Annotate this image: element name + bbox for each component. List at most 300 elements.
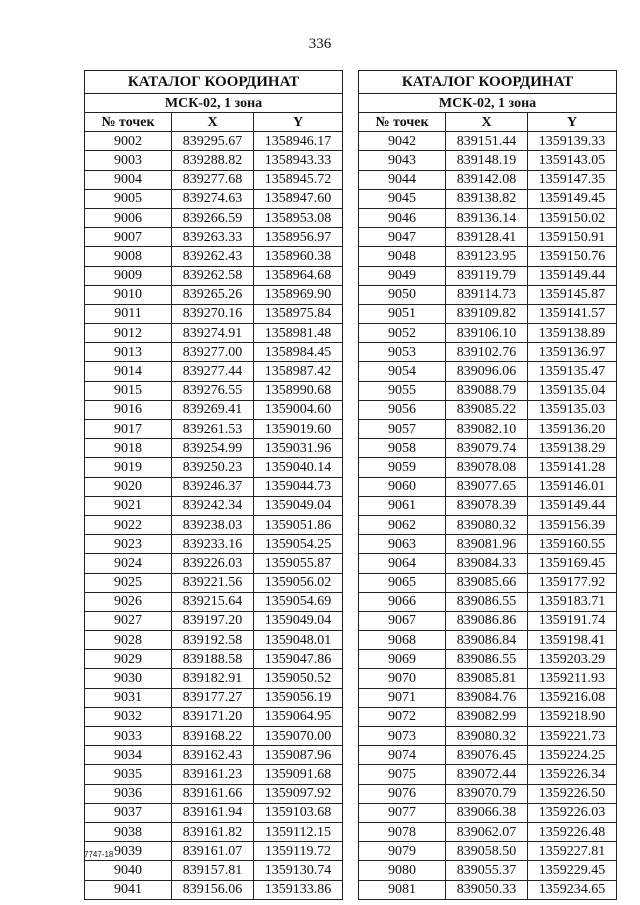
x-coordinate-cell: 839086.55	[446, 650, 528, 669]
y-coordinate-cell: 1359136.97	[528, 343, 617, 362]
point-number-cell: 9081	[359, 880, 446, 899]
x-coordinate-cell: 839197.20	[172, 611, 254, 630]
y-coordinate-cell: 1359191.74	[528, 611, 617, 630]
x-coordinate-cell: 839128.41	[446, 228, 528, 247]
table-row	[85, 746, 343, 765]
x-coordinate-cell: 839266.59	[172, 208, 254, 227]
point-number-cell: 9002	[85, 132, 172, 151]
y-coordinate-cell: 1359049.04	[254, 611, 343, 630]
x-coordinate-cell: 839076.45	[446, 746, 528, 765]
table-row	[359, 592, 617, 611]
table-row	[359, 151, 617, 170]
x-coordinate-cell: 839161.66	[172, 784, 254, 803]
point-number-cell: 9023	[85, 535, 172, 554]
x-coordinate-cell: 839161.82	[172, 822, 254, 841]
y-coordinate-cell: 1359141.57	[528, 304, 617, 323]
table-row	[359, 746, 617, 765]
coordinate-table-left	[84, 70, 343, 900]
point-number-cell: 9029	[85, 650, 172, 669]
y-coordinate-cell: 1359091.68	[254, 765, 343, 784]
y-coordinate-cell: 1359146.01	[528, 477, 617, 496]
y-coordinate-cell: 1359143.05	[528, 151, 617, 170]
x-coordinate-cell: 839295.67	[172, 132, 254, 151]
point-number-cell: 9017	[85, 420, 172, 439]
table-row	[85, 669, 343, 688]
point-number-cell: 9032	[85, 707, 172, 726]
point-number-cell: 9076	[359, 784, 446, 803]
document-code: 7747-18	[84, 850, 114, 859]
x-coordinate-cell: 839086.86	[446, 611, 528, 630]
y-coordinate-cell: 1359119.72	[254, 842, 343, 861]
point-number-cell: 9018	[85, 439, 172, 458]
table-row	[85, 400, 343, 419]
table-row	[359, 304, 617, 323]
point-number-cell: 9044	[359, 170, 446, 189]
table-row	[85, 861, 343, 880]
table-row	[85, 707, 343, 726]
x-coordinate-cell: 839238.03	[172, 515, 254, 534]
point-number-cell: 9039	[85, 842, 172, 861]
point-number-cell: 9051	[359, 304, 446, 323]
x-coordinate-cell: 839277.00	[172, 343, 254, 362]
y-coordinate-cell: 1359226.34	[528, 765, 617, 784]
point-number-cell: 9046	[359, 208, 446, 227]
table-title: КАТАЛОГ КООРДИНАТ	[359, 71, 617, 94]
y-coordinate-cell: 1359136.20	[528, 420, 617, 439]
x-coordinate-cell: 839263.33	[172, 228, 254, 247]
x-coordinate-cell: 839084.76	[446, 688, 528, 707]
point-number-cell: 9034	[85, 746, 172, 765]
y-coordinate-cell: 1359226.48	[528, 822, 617, 841]
point-number-cell: 9007	[85, 228, 172, 247]
x-coordinate-cell: 839138.82	[446, 189, 528, 208]
y-coordinate-cell: 1359056.19	[254, 688, 343, 707]
point-number-cell: 9020	[85, 477, 172, 496]
point-number-cell: 9043	[359, 151, 446, 170]
x-coordinate-cell: 839080.32	[446, 515, 528, 534]
point-number-cell: 9033	[85, 727, 172, 746]
y-coordinate-cell: 1359234.65	[528, 880, 617, 899]
x-coordinate-cell: 839171.20	[172, 707, 254, 726]
table-row	[85, 170, 343, 189]
x-coordinate-cell: 839078.39	[446, 496, 528, 515]
y-coordinate-cell: 1358981.48	[254, 324, 343, 343]
table-row	[359, 170, 617, 189]
point-number-cell: 9013	[85, 343, 172, 362]
x-coordinate-cell: 839277.44	[172, 362, 254, 381]
y-coordinate-cell: 1359149.44	[528, 266, 617, 285]
y-coordinate-cell: 1359049.04	[254, 496, 343, 515]
table-row	[359, 381, 617, 400]
y-coordinate-cell: 1359135.47	[528, 362, 617, 381]
x-coordinate-cell: 839114.73	[446, 285, 528, 304]
table-row	[359, 247, 617, 266]
x-coordinate-cell: 839274.91	[172, 324, 254, 343]
point-number-cell: 9056	[359, 400, 446, 419]
x-coordinate-cell: 839157.81	[172, 861, 254, 880]
y-coordinate-cell: 1359056.02	[254, 573, 343, 592]
y-coordinate-cell: 1359216.08	[528, 688, 617, 707]
y-coordinate-cell: 1359048.01	[254, 631, 343, 650]
y-coordinate-cell: 1359226.50	[528, 784, 617, 803]
x-coordinate-cell: 839277.68	[172, 170, 254, 189]
x-coordinate-cell: 839086.55	[446, 592, 528, 611]
x-coordinate-cell: 839142.08	[446, 170, 528, 189]
table-row	[359, 477, 617, 496]
x-coordinate-cell: 839233.16	[172, 535, 254, 554]
point-number-cell: 9027	[85, 611, 172, 630]
table-row	[359, 880, 617, 899]
x-coordinate-cell: 839156.06	[172, 880, 254, 899]
x-coordinate-cell: 839242.34	[172, 496, 254, 515]
table-row	[85, 842, 343, 861]
x-coordinate-cell: 839070.79	[446, 784, 528, 803]
y-coordinate-cell: 1359130.74	[254, 861, 343, 880]
x-coordinate-cell: 839079.74	[446, 439, 528, 458]
column-header-point: № точек	[85, 113, 172, 132]
table-row	[85, 765, 343, 784]
page-number: 336	[308, 36, 332, 52]
x-coordinate-cell: 839226.03	[172, 554, 254, 573]
x-coordinate-cell: 839188.58	[172, 650, 254, 669]
y-coordinate-cell: 1359050.52	[254, 669, 343, 688]
point-number-cell: 9038	[85, 822, 172, 841]
y-coordinate-cell: 1359138.29	[528, 439, 617, 458]
table-row	[359, 765, 617, 784]
x-coordinate-cell: 839058.50	[446, 842, 528, 861]
table-row	[359, 324, 617, 343]
x-coordinate-cell: 839085.81	[446, 669, 528, 688]
y-coordinate-cell: 1359177.92	[528, 573, 617, 592]
y-coordinate-cell: 1359054.25	[254, 535, 343, 554]
table-row	[359, 420, 617, 439]
table-subtitle: МСК-02, 1 зона	[359, 94, 617, 113]
y-coordinate-cell: 1359150.76	[528, 247, 617, 266]
point-number-cell: 9069	[359, 650, 446, 669]
x-coordinate-cell: 839109.82	[446, 304, 528, 323]
x-coordinate-cell: 839265.26	[172, 285, 254, 304]
table-row	[359, 822, 617, 841]
point-number-cell: 9052	[359, 324, 446, 343]
x-coordinate-cell: 839096.06	[446, 362, 528, 381]
table-body	[359, 132, 617, 900]
table-row	[85, 439, 343, 458]
table-row	[359, 631, 617, 650]
point-number-cell: 9050	[359, 285, 446, 304]
x-coordinate-cell: 839148.19	[446, 151, 528, 170]
x-coordinate-cell: 839151.44	[446, 132, 528, 151]
y-coordinate-cell: 1359097.92	[254, 784, 343, 803]
table-row	[85, 592, 343, 611]
x-coordinate-cell: 839102.76	[446, 343, 528, 362]
x-coordinate-cell: 839270.16	[172, 304, 254, 323]
x-coordinate-cell: 839250.23	[172, 458, 254, 477]
point-number-cell: 9068	[359, 631, 446, 650]
point-number-cell: 9053	[359, 343, 446, 362]
point-number-cell: 9004	[85, 170, 172, 189]
point-number-cell: 9058	[359, 439, 446, 458]
y-coordinate-cell: 1359135.04	[528, 381, 617, 400]
y-coordinate-cell: 1359145.87	[528, 285, 617, 304]
point-number-cell: 9078	[359, 822, 446, 841]
y-coordinate-cell: 1359019.60	[254, 420, 343, 439]
point-number-cell: 9035	[85, 765, 172, 784]
point-number-cell: 9016	[85, 400, 172, 419]
point-number-cell: 9070	[359, 669, 446, 688]
table-row	[85, 611, 343, 630]
y-coordinate-cell: 1359103.68	[254, 803, 343, 822]
y-coordinate-cell: 1358987.42	[254, 362, 343, 381]
x-coordinate-cell: 839119.79	[446, 266, 528, 285]
y-coordinate-cell: 1359031.96	[254, 439, 343, 458]
y-coordinate-cell: 1359087.96	[254, 746, 343, 765]
point-number-cell: 9062	[359, 515, 446, 534]
x-coordinate-cell: 839066.38	[446, 803, 528, 822]
x-coordinate-cell: 839136.14	[446, 208, 528, 227]
table-row	[359, 784, 617, 803]
x-coordinate-cell: 839082.99	[446, 707, 528, 726]
point-number-cell: 9021	[85, 496, 172, 515]
point-number-cell: 9048	[359, 247, 446, 266]
y-coordinate-cell: 1358946.17	[254, 132, 343, 151]
x-coordinate-cell: 839123.95	[446, 247, 528, 266]
x-coordinate-cell: 839288.82	[172, 151, 254, 170]
y-coordinate-cell: 1359218.90	[528, 707, 617, 726]
point-number-cell: 9037	[85, 803, 172, 822]
y-coordinate-cell: 1359133.86	[254, 880, 343, 899]
point-number-cell: 9036	[85, 784, 172, 803]
x-coordinate-cell: 839086.84	[446, 631, 528, 650]
x-coordinate-cell: 839162.43	[172, 746, 254, 765]
point-number-cell: 9071	[359, 688, 446, 707]
table-row	[85, 420, 343, 439]
y-coordinate-cell: 1359139.33	[528, 132, 617, 151]
point-number-cell: 9073	[359, 727, 446, 746]
point-number-cell: 9057	[359, 420, 446, 439]
point-number-cell: 9055	[359, 381, 446, 400]
table-row	[85, 324, 343, 343]
y-coordinate-cell: 1359051.86	[254, 515, 343, 534]
table-row	[359, 515, 617, 534]
table-row	[85, 784, 343, 803]
table-row	[85, 727, 343, 746]
table-row	[85, 880, 343, 899]
y-coordinate-cell: 1358956.97	[254, 228, 343, 247]
table-row	[359, 861, 617, 880]
table-row	[359, 688, 617, 707]
x-coordinate-cell: 839182.91	[172, 669, 254, 688]
point-number-cell: 9054	[359, 362, 446, 381]
x-coordinate-cell: 839081.96	[446, 535, 528, 554]
x-coordinate-cell: 839088.79	[446, 381, 528, 400]
table-row	[359, 458, 617, 477]
table-row	[359, 400, 617, 419]
x-coordinate-cell: 839262.58	[172, 266, 254, 285]
table-row	[85, 650, 343, 669]
table-row	[359, 573, 617, 592]
y-coordinate-cell: 1359198.41	[528, 631, 617, 650]
point-number-cell: 9011	[85, 304, 172, 323]
x-coordinate-cell: 839082.10	[446, 420, 528, 439]
y-coordinate-cell: 1359149.44	[528, 496, 617, 515]
point-number-cell: 9041	[85, 880, 172, 899]
y-coordinate-cell: 1359055.87	[254, 554, 343, 573]
table-row	[85, 151, 343, 170]
y-coordinate-cell: 1359004.60	[254, 400, 343, 419]
x-coordinate-cell: 839085.22	[446, 400, 528, 419]
table-row	[85, 803, 343, 822]
column-header-x: X	[446, 113, 528, 132]
y-coordinate-cell: 1358945.72	[254, 170, 343, 189]
point-number-cell: 9072	[359, 707, 446, 726]
point-number-cell: 9030	[85, 669, 172, 688]
table-row	[85, 362, 343, 381]
point-number-cell: 9022	[85, 515, 172, 534]
table-row	[85, 496, 343, 515]
point-number-cell: 9067	[359, 611, 446, 630]
x-coordinate-cell: 839177.27	[172, 688, 254, 707]
table-row	[359, 727, 617, 746]
table-row	[85, 381, 343, 400]
y-coordinate-cell: 1359112.15	[254, 822, 343, 841]
y-coordinate-cell: 1359054.69	[254, 592, 343, 611]
table-row	[359, 362, 617, 381]
x-coordinate-cell: 839254.99	[172, 439, 254, 458]
table-row	[359, 611, 617, 630]
x-coordinate-cell: 839269.41	[172, 400, 254, 419]
x-coordinate-cell: 839246.37	[172, 477, 254, 496]
table-row	[359, 132, 617, 151]
y-coordinate-cell: 1359203.29	[528, 650, 617, 669]
point-number-cell: 9047	[359, 228, 446, 247]
table-row	[85, 554, 343, 573]
x-coordinate-cell: 839168.22	[172, 727, 254, 746]
x-coordinate-cell: 839085.66	[446, 573, 528, 592]
table-title: КАТАЛОГ КООРДИНАТ	[85, 71, 343, 94]
point-number-cell: 9049	[359, 266, 446, 285]
point-number-cell: 9028	[85, 631, 172, 650]
x-coordinate-cell: 839215.64	[172, 592, 254, 611]
table-row	[85, 247, 343, 266]
y-coordinate-cell: 1358984.45	[254, 343, 343, 362]
column-header-y: Y	[254, 113, 343, 132]
y-coordinate-cell: 1358975.84	[254, 304, 343, 323]
y-coordinate-cell: 1358947.60	[254, 189, 343, 208]
x-coordinate-cell: 839050.33	[446, 880, 528, 899]
table-row	[359, 343, 617, 362]
y-coordinate-cell: 1358969.90	[254, 285, 343, 304]
y-coordinate-cell: 1359224.25	[528, 746, 617, 765]
point-number-cell: 9066	[359, 592, 446, 611]
column-header-x: X	[172, 113, 254, 132]
table-row	[85, 573, 343, 592]
table-row	[359, 669, 617, 688]
point-number-cell: 9064	[359, 554, 446, 573]
y-coordinate-cell: 1359211.93	[528, 669, 617, 688]
table-row	[359, 707, 617, 726]
x-coordinate-cell: 839077.65	[446, 477, 528, 496]
point-number-cell: 9024	[85, 554, 172, 573]
x-coordinate-cell: 839084.33	[446, 554, 528, 573]
table-row	[85, 688, 343, 707]
table-row	[359, 189, 617, 208]
table-row	[359, 554, 617, 573]
table-row	[359, 496, 617, 515]
point-number-cell: 9075	[359, 765, 446, 784]
y-coordinate-cell: 1358960.38	[254, 247, 343, 266]
table-row	[85, 458, 343, 477]
point-number-cell: 9040	[85, 861, 172, 880]
table-row	[85, 515, 343, 534]
x-coordinate-cell: 839055.37	[446, 861, 528, 880]
point-number-cell: 9063	[359, 535, 446, 554]
point-number-cell: 9006	[85, 208, 172, 227]
point-number-cell: 9025	[85, 573, 172, 592]
y-coordinate-cell: 1358943.33	[254, 151, 343, 170]
y-coordinate-cell: 1359226.03	[528, 803, 617, 822]
point-number-cell: 9079	[359, 842, 446, 861]
y-coordinate-cell: 1359221.73	[528, 727, 617, 746]
table-row	[359, 803, 617, 822]
table-row	[359, 439, 617, 458]
table-row	[85, 266, 343, 285]
table-row	[359, 208, 617, 227]
x-coordinate-cell: 839106.10	[446, 324, 528, 343]
point-number-cell: 9077	[359, 803, 446, 822]
point-number-cell: 9042	[359, 132, 446, 151]
table-row	[85, 535, 343, 554]
x-coordinate-cell: 839261.53	[172, 420, 254, 439]
table-row	[359, 228, 617, 247]
table-row	[85, 208, 343, 227]
table-row	[85, 477, 343, 496]
x-coordinate-cell: 839080.32	[446, 727, 528, 746]
y-coordinate-cell: 1359169.45	[528, 554, 617, 573]
table-row	[85, 132, 343, 151]
coordinate-table-right	[358, 70, 617, 900]
point-number-cell: 9045	[359, 189, 446, 208]
table-body	[85, 132, 343, 900]
table-row	[85, 189, 343, 208]
y-coordinate-cell: 1359141.28	[528, 458, 617, 477]
point-number-cell: 9015	[85, 381, 172, 400]
x-coordinate-cell: 839221.56	[172, 573, 254, 592]
y-coordinate-cell: 1359150.91	[528, 228, 617, 247]
point-number-cell: 9012	[85, 324, 172, 343]
point-number-cell: 9005	[85, 189, 172, 208]
x-coordinate-cell: 839078.08	[446, 458, 528, 477]
point-number-cell: 9060	[359, 477, 446, 496]
x-coordinate-cell: 839161.07	[172, 842, 254, 861]
table-row	[359, 650, 617, 669]
table-row	[85, 304, 343, 323]
point-number-cell: 9061	[359, 496, 446, 515]
x-coordinate-cell: 839072.44	[446, 765, 528, 784]
y-coordinate-cell: 1359138.89	[528, 324, 617, 343]
point-number-cell: 9014	[85, 362, 172, 381]
y-coordinate-cell: 1359044.73	[254, 477, 343, 496]
table-row	[85, 228, 343, 247]
y-coordinate-cell: 1358990.68	[254, 381, 343, 400]
y-coordinate-cell: 1358964.68	[254, 266, 343, 285]
y-coordinate-cell: 1359156.39	[528, 515, 617, 534]
point-number-cell: 9003	[85, 151, 172, 170]
table-row	[85, 822, 343, 841]
table-row	[85, 285, 343, 304]
point-number-cell: 9010	[85, 285, 172, 304]
x-coordinate-cell: 839262.43	[172, 247, 254, 266]
x-coordinate-cell: 839161.94	[172, 803, 254, 822]
